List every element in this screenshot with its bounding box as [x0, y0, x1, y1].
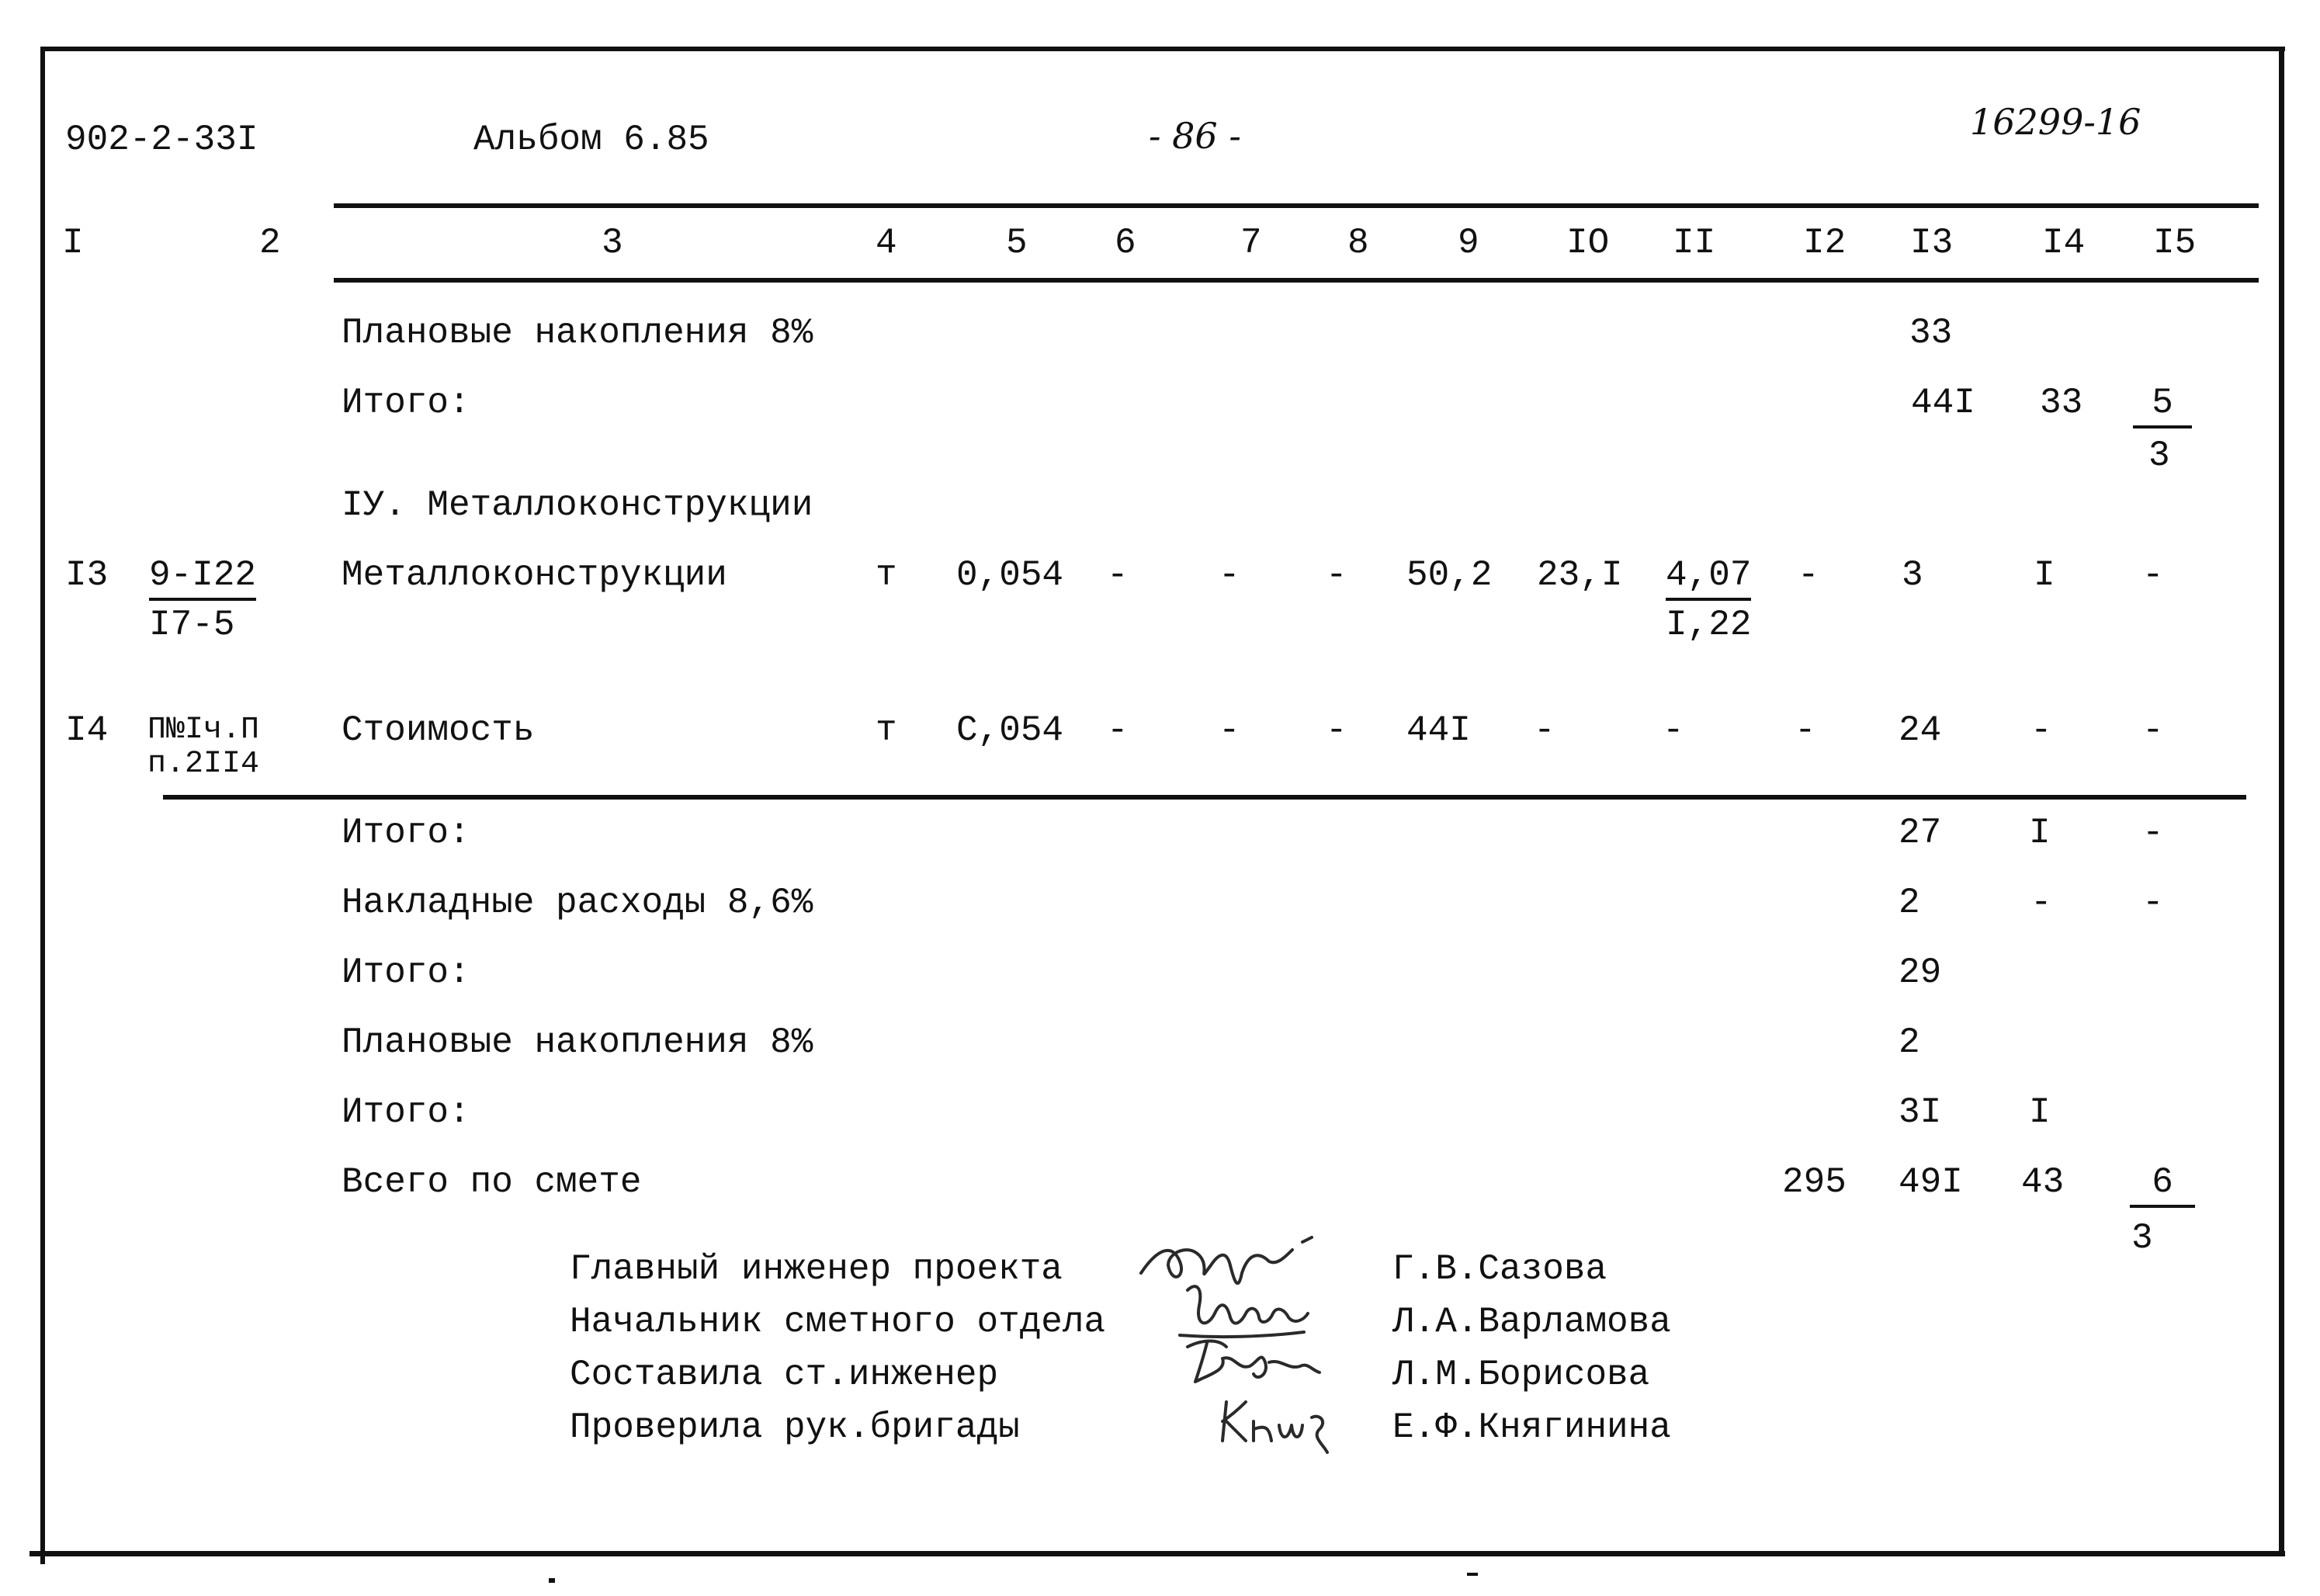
signature-name: Л.А.Варламова	[1392, 1302, 1671, 1342]
row-name: Итого:	[342, 383, 470, 423]
row-name: Итого:	[342, 813, 470, 853]
row-name: Итого:	[342, 1092, 470, 1133]
signature-role: Составила ст.инженер	[570, 1355, 999, 1395]
signature-name: Л.М.Борисова	[1392, 1355, 1650, 1395]
row-name: Накладные расходы 8,6%	[342, 883, 813, 923]
col-num-11: II	[1673, 223, 1716, 263]
cell-col9: 44I	[1406, 710, 1471, 751]
cell-col15-numerator: 5	[2133, 382, 2192, 428]
col-num-6: 6	[1115, 223, 1136, 263]
row-name: Металлоконструкции	[342, 555, 727, 595]
cell-col13: 3	[1902, 555, 1923, 595]
cell-col14: I	[2029, 1092, 2051, 1133]
col-num-13: I3	[1910, 223, 1954, 263]
row-name: Всего по смете	[342, 1162, 642, 1202]
col-num-3: 3	[602, 223, 623, 263]
cell-col10: 23,I	[1537, 555, 1623, 595]
cell-col14: -	[2030, 883, 2052, 923]
cell-col11-top: 4,07	[1666, 554, 1751, 601]
row-name: Плановые накопления 8%	[342, 313, 813, 353]
col-num-1: I	[62, 223, 84, 263]
col-num-4: 4	[876, 223, 897, 263]
cell-col8: -	[1326, 555, 1347, 595]
row-name: Плановые накопления 8%	[342, 1022, 813, 1063]
cell-col5: 0,054	[956, 555, 1064, 595]
header-rule-top	[334, 203, 2259, 208]
cell-col15: -	[2142, 710, 2164, 751]
cell-col13: 2	[1899, 883, 1920, 923]
handwritten-signature-4	[1211, 1386, 1366, 1456]
row-name: Итого:	[342, 952, 470, 993]
cell-col13: 3I	[1899, 1092, 1942, 1133]
signature-name: Е.Ф.Княгинина	[1392, 1407, 1671, 1448]
frame-top-border	[40, 47, 2285, 51]
cell-col15: -	[2142, 555, 2164, 595]
col-num-14: I4	[2042, 223, 2086, 263]
cell-col2-top: П№Iч.П	[147, 713, 260, 748]
cell-col13: 24	[1899, 710, 1942, 751]
cell-col14: I	[2029, 813, 2051, 853]
frame-right-border	[2279, 47, 2284, 1556]
cell-col7: -	[1219, 710, 1240, 751]
col-num-7: 7	[1240, 223, 1262, 263]
cell-col2-bottom: п.2II4	[147, 747, 260, 782]
scan-mark	[549, 1578, 555, 1583]
section-title: IУ. Металлоконструкции	[342, 485, 813, 526]
cell-col2-bottom: I7-5	[149, 605, 235, 645]
cell-col15-denominator: 3	[2131, 1218, 2153, 1258]
cell-col1: I4	[65, 710, 109, 751]
cell-col13: 29	[1899, 952, 1942, 993]
cell-col6: -	[1107, 710, 1129, 751]
cell-col12: -	[1795, 710, 1816, 751]
cell-col12: 295	[1782, 1162, 1847, 1202]
cell-col11-bottom: I,22	[1666, 605, 1752, 645]
subtotal-rule	[163, 795, 2246, 800]
cell-col7: -	[1219, 555, 1240, 595]
cell-col13: 2	[1899, 1022, 1920, 1063]
cell-col13: 44I	[1911, 383, 1975, 423]
cell-col1: I3	[65, 555, 109, 595]
cell-col2-top: 9-I22	[149, 554, 256, 601]
scan-mark	[1467, 1573, 1478, 1576]
row-name: Стоимость	[342, 710, 535, 751]
cell-col11: -	[1663, 710, 1684, 751]
col-num-10: IO	[1566, 223, 1610, 263]
cell-col15-denominator: 3	[2148, 435, 2170, 476]
cell-col13: 33	[1909, 313, 1953, 353]
cell-col14: -	[2030, 710, 2052, 751]
handwritten-number: 16299-16	[1970, 101, 2141, 143]
cell-col13: 27	[1899, 813, 1942, 853]
col-num-15: I5	[2153, 223, 2197, 263]
cell-col14: 43	[2021, 1162, 2065, 1202]
cell-col15: -	[2142, 813, 2164, 853]
cell-col6: -	[1107, 555, 1129, 595]
cell-col15-numerator: 6	[2130, 1161, 2195, 1208]
signature-role: Главный инженер проекта	[570, 1249, 1063, 1289]
cell-col5: С,054	[956, 710, 1064, 751]
header-rule-bottom	[334, 278, 2259, 283]
cell-col4: т	[876, 710, 897, 751]
frame-bottom-border	[29, 1551, 2285, 1556]
col-num-5: 5	[1006, 223, 1028, 263]
album-label: Альбом 6.85	[473, 120, 709, 160]
frame-left-border	[40, 47, 45, 1564]
cell-col12: -	[1798, 555, 1819, 595]
cell-col13: 49I	[1899, 1162, 1963, 1202]
cell-col14: I	[2034, 555, 2055, 595]
cell-col9: 50,2	[1406, 555, 1493, 595]
col-num-9: 9	[1458, 223, 1479, 263]
cell-col4: т	[876, 555, 897, 595]
cell-col15: -	[2142, 883, 2164, 923]
cell-col14: 33	[2040, 383, 2083, 423]
cell-col10: -	[1534, 710, 1555, 751]
signature-name: Г.В.Сазова	[1392, 1249, 1607, 1289]
col-num-12: I2	[1803, 223, 1847, 263]
col-num-2: 2	[259, 223, 281, 263]
col-num-8: 8	[1347, 223, 1369, 263]
doc-code: 902-2-33I	[65, 120, 258, 160]
signature-role: Начальник сметного отдела	[570, 1302, 1106, 1342]
signature-role: Проверила рук.бригады	[570, 1407, 1020, 1448]
page-number: - 86 -	[1149, 115, 1241, 157]
cell-col8: -	[1326, 710, 1347, 751]
